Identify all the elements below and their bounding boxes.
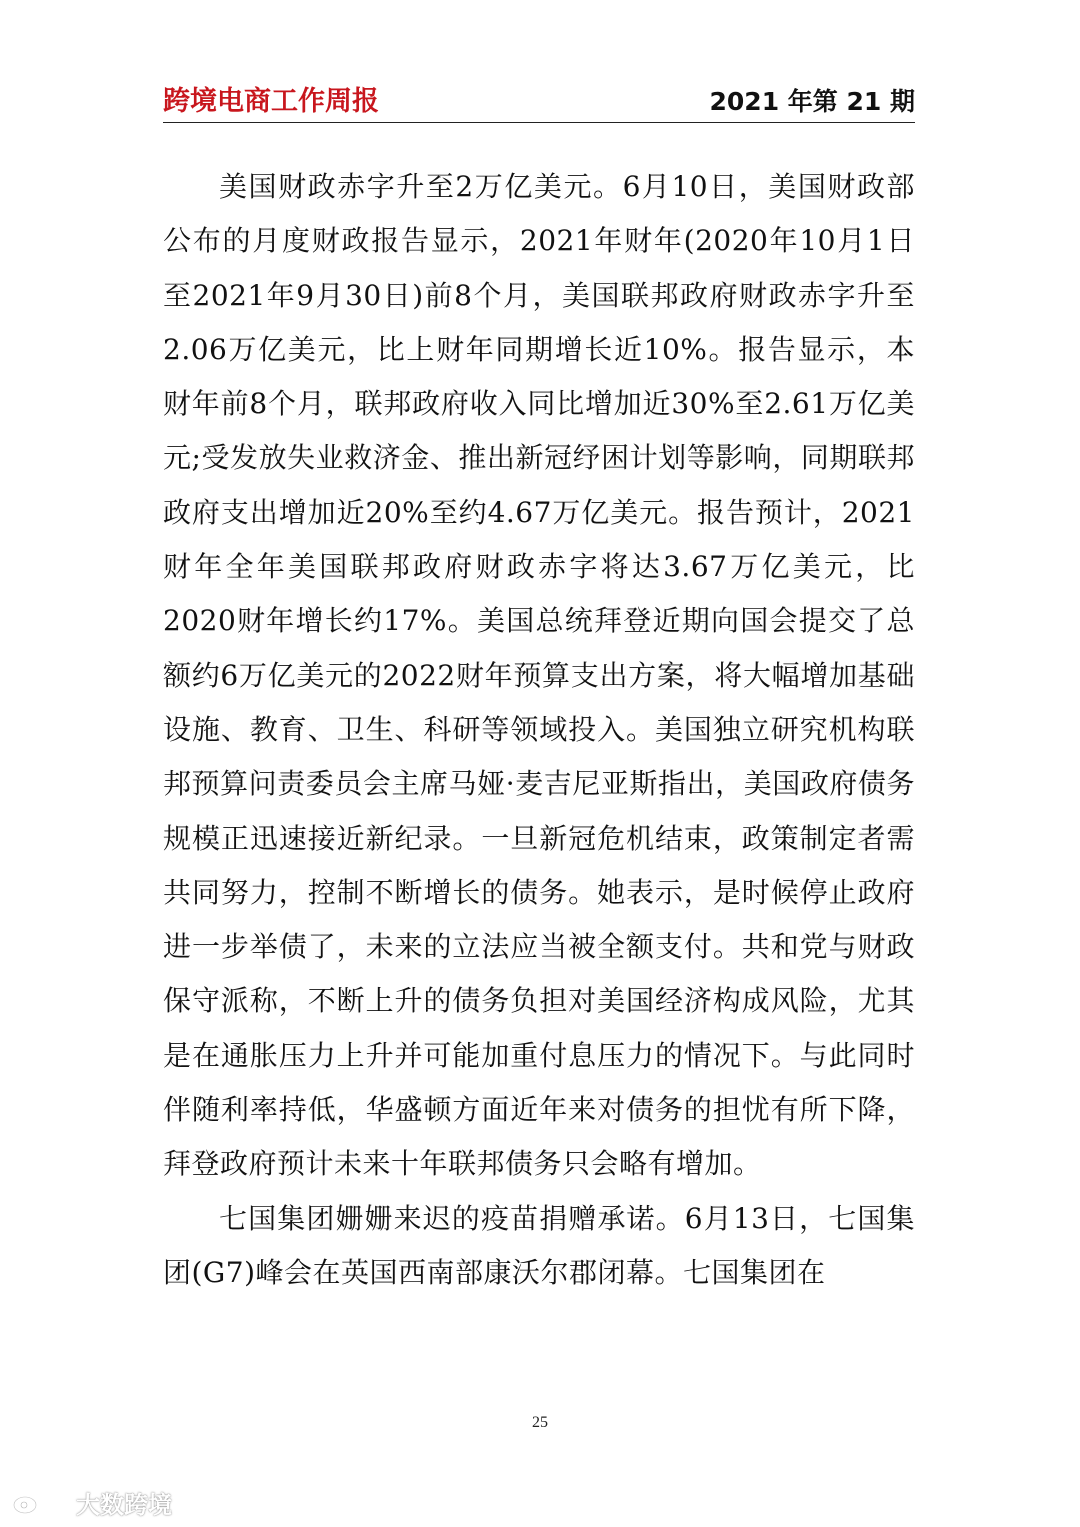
paragraph-us-deficit: 美国财政赤字升至2万亿美元。6月10日，美国财政部公布的月度财政报告显示，2021年财年(2020年10月1日至2021年9月30日)前8个月，美国联邦政府财政赤字升至2.06万亿美元，比上财年同期增长近10%。报告显示，本财年前8个月，联邦政府收入同比增加近30%至2.61万亿美元;受发放失业救济金、推出新冠纾困计划等影响，同期联邦政府支出增加近20%至约4.67万亿美元。报告预计，2021财年全年美国联邦政府财政赤字将达3.67万亿美元，比2020财年增长约17%。美国总统拜登近期向国会提交了总额约6万亿美元的2022财年预算支出方案，将大幅增加基础设施、教育、卫生、科研等领域投入。美国独立研究机构联邦预算问责委员会主席马娅·麦吉尼亚斯指出，美国政府债务规模正迅速接近新纪录。一旦新冠危机结束，政策制定者需共同努力，控制不断增长的债务。她表示，是时候停止政府进一步举债了，未来的立法应当被全额支付。共和党与财政保守派称，不断上升的债务负担对美国经济构成风险，尤其是在通胀压力上升并可能加重付息压力的情况下。与此同时伴随利率持低，华盛顿方面近年来对债务的担忧有所下降，拜登政府预计未来十年联邦债务只会略有增加。	[163, 170, 915, 1181]
page-number: 25	[532, 1414, 548, 1431]
sina-weibo-logo-icon	[12, 1490, 70, 1516]
watermark	[12, 1485, 172, 1520]
article-body	[163, 160, 915, 1300]
publication-title: 跨境电商工作周报	[163, 86, 379, 117]
issue-number: 2021 年第 21 期	[709, 87, 915, 116]
paragraph-g7-vaccine: 七国集团姗姗来迟的疫苗捐赠承诺。6月13日，七国集团(G7)峰会在英国西南部康沃尔郡闭幕。七国集团在	[163, 1201, 915, 1289]
page-header	[163, 74, 915, 123]
watermark-text: 大数跨境	[76, 1491, 172, 1519]
